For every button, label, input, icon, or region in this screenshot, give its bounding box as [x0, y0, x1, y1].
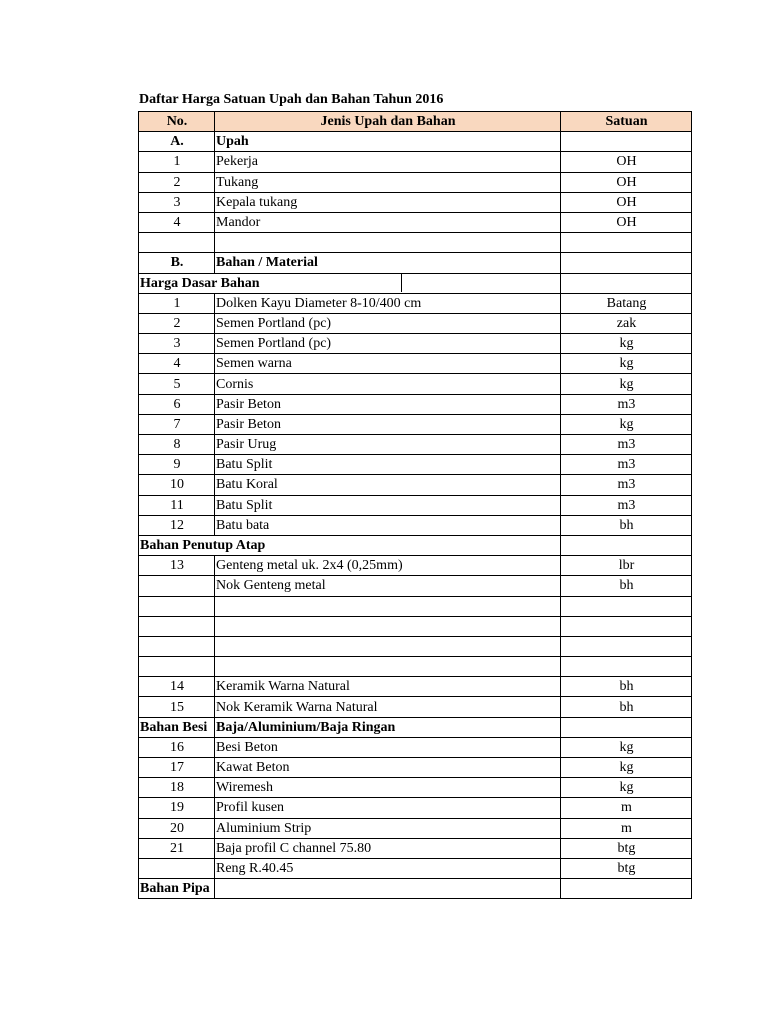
table-row: [139, 657, 692, 677]
cell-unit: OH: [561, 152, 692, 172]
table-row: [139, 636, 692, 656]
cell-unit: m3: [561, 495, 692, 515]
table-row: [139, 556, 692, 576]
cell-unit: kg: [561, 374, 692, 394]
cell-unit: OH: [561, 192, 692, 212]
cell-no: 19: [139, 798, 215, 818]
cell-name: Kawat Beton: [215, 758, 561, 778]
section-label: Bahan / Material: [215, 253, 561, 273]
cell-name: Cornis: [215, 374, 561, 394]
cell-name: Nok Keramik Warna Natural: [215, 697, 561, 717]
table-row: [139, 475, 692, 495]
table-row: [139, 616, 692, 636]
cell-unit: [561, 636, 692, 656]
cell-no: [139, 657, 215, 677]
cell-no: 16: [139, 737, 215, 757]
cell-name: Semen warna: [215, 354, 561, 374]
cell-name: Reng R.40.45: [215, 858, 561, 878]
cell-no: 15: [139, 697, 215, 717]
table-body-items: [139, 293, 692, 899]
document-title: Daftar Harga Satuan Upah dan Bahan Tahun 2016: [139, 92, 444, 107]
group-row-besi: [139, 717, 692, 737]
table-body: [139, 132, 692, 294]
cell-unit: kg: [561, 354, 692, 374]
cell-no: 11: [139, 495, 215, 515]
header-no: No.: [139, 112, 215, 132]
cell-no: 7: [139, 414, 215, 434]
cell-no: 4: [139, 354, 215, 374]
cell-name: Batu Koral: [215, 475, 561, 495]
cell-unit: btg: [561, 838, 692, 858]
cell-name: [215, 636, 561, 656]
table-row: [139, 778, 692, 798]
cell-unit: OH: [561, 172, 692, 192]
group-label: Harga Dasar Bahan: [139, 273, 215, 293]
empty-cell: [215, 879, 561, 899]
cell-name: Kepala tukang: [215, 192, 561, 212]
group-spacer: [215, 273, 561, 293]
cell-unit: bh: [561, 697, 692, 717]
table-row: [139, 576, 692, 596]
cell-unit: OH: [561, 212, 692, 232]
table-row: [139, 697, 692, 717]
table-row-upah-2: [139, 172, 692, 192]
cell-no: [139, 576, 215, 596]
group-label: Bahan Pipa: [139, 879, 215, 899]
cell-no: 20: [139, 818, 215, 838]
table-row: [139, 677, 692, 697]
cell-name: Aluminium Strip: [215, 818, 561, 838]
cell-no: [139, 858, 215, 878]
cell-unit: zak: [561, 313, 692, 333]
table-row: [139, 515, 692, 535]
empty-cell: [561, 535, 692, 555]
cell-no: 2: [139, 313, 215, 333]
cell-no: 3: [139, 334, 215, 354]
cell-name: Batu Split: [215, 455, 561, 475]
cell-unit: m: [561, 818, 692, 838]
cell-no: 3: [139, 192, 215, 212]
table-row: [139, 334, 692, 354]
cell-name: Pasir Urug: [215, 435, 561, 455]
group-label-right: Baja/Aluminium/Baja Ringan: [215, 717, 561, 737]
cell-no: 17: [139, 758, 215, 778]
table-row: [139, 596, 692, 616]
cell-no: 4: [139, 212, 215, 232]
cell-no: 1: [139, 152, 215, 172]
table-row: [139, 798, 692, 818]
cell-no: 5: [139, 374, 215, 394]
cell-no: [139, 616, 215, 636]
cell-no: 13: [139, 556, 215, 576]
empty-cell: [561, 233, 692, 253]
cell-unit: bh: [561, 677, 692, 697]
empty-cell: [561, 132, 692, 152]
empty-cell: [215, 233, 561, 253]
table-row: [139, 293, 692, 313]
cell-name: Pekerja: [215, 152, 561, 172]
cell-name: Baja profil C channel 75.80: [215, 838, 561, 858]
cell-no: 10: [139, 475, 215, 495]
cell-unit: btg: [561, 858, 692, 878]
cell-no: 12: [139, 515, 215, 535]
header-satuan: Satuan: [561, 112, 692, 132]
cell-name: Semen Portland (pc): [215, 313, 561, 333]
cell-name: Mandor: [215, 212, 561, 232]
price-table: [138, 111, 692, 899]
group-spacer: [215, 535, 561, 555]
table-row: [139, 495, 692, 515]
table-row: [139, 435, 692, 455]
table-row-upah-3: [139, 192, 692, 212]
section-label: Upah: [215, 132, 561, 152]
table-row: [139, 374, 692, 394]
cell-name: Keramik Warna Natural: [215, 677, 561, 697]
cell-unit: m3: [561, 435, 692, 455]
cell-unit: m3: [561, 475, 692, 495]
cell-name: Nok Genteng metal: [215, 576, 561, 596]
group-row-harga-dasar: [139, 273, 692, 293]
table-row: [139, 858, 692, 878]
cell-name: Genteng metal uk. 2x4 (0,25mm): [215, 556, 561, 576]
section-row-bahan: [139, 253, 692, 273]
table-row: [139, 394, 692, 414]
cell-no: [139, 596, 215, 616]
cell-no: 14: [139, 677, 215, 697]
empty-cell: [561, 273, 692, 293]
table-row-upah-4: [139, 212, 692, 232]
table-row: [139, 758, 692, 778]
cell-name: Batu Split: [215, 495, 561, 515]
cell-no: 9: [139, 455, 215, 475]
cell-name: Tukang: [215, 172, 561, 192]
cell-no: 18: [139, 778, 215, 798]
cell-name: Wiremesh: [215, 778, 561, 798]
cell-unit: Batang: [561, 293, 692, 313]
cell-name: Pasir Beton: [215, 394, 561, 414]
table-row: [139, 737, 692, 757]
cell-name: Pasir Beton: [215, 414, 561, 434]
header-jenis: Jenis Upah dan Bahan: [215, 112, 561, 132]
table-row: [139, 414, 692, 434]
empty-cell: [139, 233, 215, 253]
group-label: Bahan Penutup Atap: [139, 535, 215, 555]
cell-unit: lbr: [561, 556, 692, 576]
cell-name: Semen Portland (pc): [215, 334, 561, 354]
empty-cell: [561, 253, 692, 273]
table-row-upah-1: [139, 152, 692, 172]
cell-unit: bh: [561, 576, 692, 596]
cell-no: 2: [139, 172, 215, 192]
cell-unit: m: [561, 798, 692, 818]
cell-no: 8: [139, 435, 215, 455]
cell-name: Batu bata: [215, 515, 561, 535]
cell-unit: [561, 657, 692, 677]
section-no: B.: [139, 253, 215, 273]
section-row-upah: [139, 132, 692, 152]
empty-cell: [561, 717, 692, 737]
table-row: [139, 838, 692, 858]
cell-unit: bh: [561, 515, 692, 535]
cell-unit: kg: [561, 758, 692, 778]
cell-unit: kg: [561, 334, 692, 354]
group-row-pipa: [139, 879, 692, 899]
cell-no: [139, 636, 215, 656]
cell-unit: [561, 616, 692, 636]
cell-name: Dolken Kayu Diameter 8-10/400 cm: [215, 293, 561, 313]
table-header-row: [139, 112, 692, 132]
cell-name: [215, 616, 561, 636]
empty-cell: [561, 879, 692, 899]
table-row: [139, 313, 692, 333]
cell-name: [215, 657, 561, 677]
group-label: Bahan Besi: [139, 717, 215, 737]
group-row-penutup: [139, 535, 692, 555]
cell-name: [215, 596, 561, 616]
cell-no: 1: [139, 293, 215, 313]
cell-name: Profil kusen: [215, 798, 561, 818]
cell-unit: kg: [561, 737, 692, 757]
cell-unit: kg: [561, 778, 692, 798]
cell-no: 6: [139, 394, 215, 414]
cell-unit: m3: [561, 394, 692, 414]
cell-no: 21: [139, 838, 215, 858]
table-row: [139, 354, 692, 374]
cell-unit: kg: [561, 414, 692, 434]
table-row: [139, 455, 692, 475]
cell-unit: m3: [561, 455, 692, 475]
section-no: A.: [139, 132, 215, 152]
table-row-empty: [139, 233, 692, 253]
table-row: [139, 818, 692, 838]
cell-name: Besi Beton: [215, 737, 561, 757]
cell-unit: [561, 596, 692, 616]
